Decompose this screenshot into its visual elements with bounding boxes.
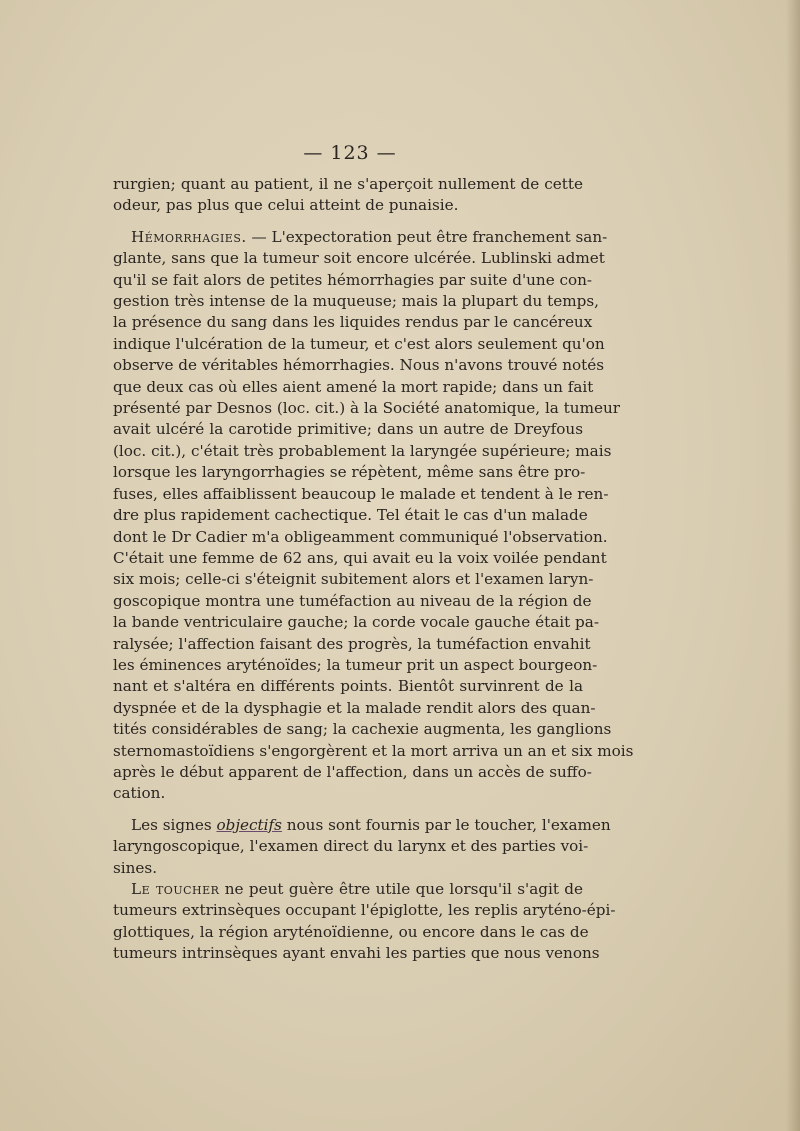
text-line: fuses, elles affaiblissent beaucoup le malade et tendent à le ren- bbox=[113, 484, 609, 503]
text-line: sines. bbox=[113, 858, 158, 877]
page-edge-shadow bbox=[786, 0, 800, 1131]
text-line: dont le Dr Cadier m'a obligeamment communiqué l'observation. bbox=[113, 527, 608, 546]
text-line: glante, sans que la tumeur soit encore ulcérée. Lublinski admet bbox=[113, 249, 605, 268]
text-line: rurgien; quant au patient, il ne s'aperçoit nullement de cette bbox=[113, 175, 583, 193]
text-line: gestion très intense de la muqueuse; mais la plupart du temps, bbox=[113, 292, 599, 311]
text-line: tités considérables de sang; la cachexie augmenta, les ganglions bbox=[113, 720, 612, 739]
text-line: laryngoscopique, l'examen direct du larynx et des parties voi- bbox=[113, 837, 589, 856]
text-fragment: Les signes bbox=[131, 815, 217, 834]
text-line: nant et s'altéra en différents points. Bientôt survinrent de la bbox=[113, 677, 583, 696]
text-line: que deux cas où elles aient amené la mort rapide; dans un fait bbox=[113, 377, 594, 396]
text-line: la bande ventriculaire gauche; la corde vocale gauche était pa- bbox=[113, 613, 599, 632]
text-line: (loc. cit.), c'était très probablement la laryngée supérieure; mais bbox=[113, 441, 612, 460]
paragraph-gap bbox=[113, 805, 583, 815]
text-line bbox=[113, 879, 583, 900]
text-fragment: nous sont fournis par le toucher, l'examen bbox=[281, 815, 611, 834]
page-number: — 123 — bbox=[303, 142, 397, 164]
text-line: avait ulcéré la carotide primitive; dans un autre de Dreyfous bbox=[113, 420, 583, 439]
text-fragment: ne peut guère être utile que lorsqu'il s'agit de bbox=[219, 880, 583, 898]
text-line: qu'il se fait alors de petites hémorrhagies par suite d'une con- bbox=[113, 270, 593, 289]
text-line: tumeurs extrinsèques occupant l'épiglotte, les replis aryténo-épi- bbox=[113, 901, 616, 920]
text-line: après le début apparent de l'affection, dans un accès de suffo- bbox=[113, 762, 592, 781]
section-heading-hemorrhagies: Hémorrhagies. bbox=[131, 227, 247, 246]
text-line: ralysée; l'affection faisant des progrès, la tuméfaction envahit bbox=[113, 634, 591, 653]
text-line: C'était une femme de 62 ans, qui avait eu la voix voilée pendant bbox=[113, 548, 607, 567]
text-line: goscopique montra une tuméfaction au niveau de la région de bbox=[113, 591, 592, 610]
text-line: glottiques, la région aryténoïdienne, ou encore dans le cas de bbox=[113, 922, 589, 941]
text-line: odeur, pas plus que celui atteint de punaisie. bbox=[113, 196, 459, 215]
text-fragment: — L'expectoration peut être franchement san- bbox=[246, 227, 608, 246]
text-line bbox=[113, 227, 608, 248]
paragraph-gap bbox=[113, 217, 583, 227]
text-line: dyspnée et de la dysphagie et la malade rendit alors des quan- bbox=[113, 698, 596, 717]
section-heading-toucher: Le toucher bbox=[131, 880, 220, 898]
text-line: les éminences aryténoïdes; la tumeur prit un aspect bourgeon- bbox=[113, 655, 598, 674]
text-line: tumeurs intrinsèques ayant envahi les parties que nous venons bbox=[113, 944, 600, 963]
text-line: lorsque les laryngorrhagies se répètent, même sans être pro- bbox=[113, 463, 586, 482]
body-text bbox=[113, 174, 634, 965]
text-line: cation. bbox=[113, 784, 166, 803]
text-line: dre plus rapidement cachectique. Tel était le cas d'un malade bbox=[113, 506, 588, 525]
text-line: la présence du sang dans les liquides rendus par le cancéreux bbox=[113, 313, 593, 332]
text-line: six mois; celle-ci s'éteignit subitement alors et l'examen laryn- bbox=[113, 570, 594, 589]
emphasis-objectifs: objectifs bbox=[216, 815, 282, 834]
text-line bbox=[113, 815, 611, 836]
text-line: présenté par Desnos (loc. cit.) à la Société anatomique, la tumeur bbox=[113, 399, 620, 418]
text-line: sternomastoïdiens s'engorgèrent et la mort arriva un an et six mois bbox=[113, 741, 634, 760]
text-line: observe de véritables hémorrhagies. Nous n'avons trouvé notés bbox=[113, 356, 605, 375]
text-line: indique l'ulcération de la tumeur, et c'est alors seulement qu'on bbox=[113, 334, 605, 353]
